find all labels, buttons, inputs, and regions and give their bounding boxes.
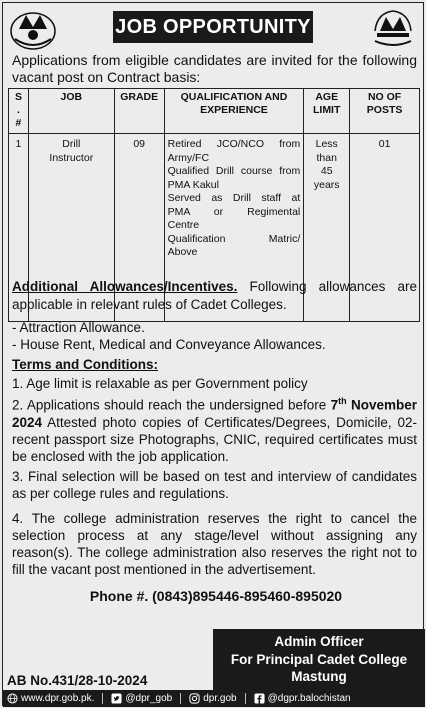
term-item-3: 3. Final selection will be based on test and interview of candidates as per college rules and regulations. [12, 469, 417, 501]
cell-job: Drill Instructor [28, 134, 114, 322]
term-item-1: 1. Age limit is relaxable as per Government policy [12, 376, 308, 391]
signature-for: For Principal Cadet College [230, 651, 408, 667]
header-age-limit: AGE LIMIT [304, 89, 350, 134]
header-job: JOB [28, 89, 114, 134]
qualification-line: Qualified Drill course from [167, 165, 301, 177]
facebook-icon [254, 693, 265, 704]
header-serial-number: S . # [9, 89, 29, 134]
cell-grade: 09 [114, 134, 164, 322]
signature-block [213, 629, 425, 691]
allowances-line-2: applicable in relevant rules of Cadet Colleges. [12, 297, 287, 312]
terms-heading: Terms and Conditions: [12, 357, 159, 372]
allowance-item: - Attraction Allowance. [12, 320, 145, 335]
globe-icon [7, 693, 18, 704]
page-title: JOB OPPORTUNITY [113, 11, 313, 43]
term-item-2: 2. Applications should reach the undersigned before 7th November 2024 Attested photo copies of Certificates/Degrees, Domicile, 02-recent passport size Photographs, CNIC, required certificates must be enclosed with the job application. [12, 396, 417, 464]
cell-no-of-posts: 01 [350, 134, 420, 322]
qualification-line: Retired JCO/NCO from [167, 138, 301, 150]
advertisement-number: AB No.431/28-10-2024 [7, 673, 148, 688]
qualification-line: PMA Kakul [167, 178, 219, 191]
header-grade: GRADE [114, 89, 164, 134]
term-item-4: 4. The college administration reserves the right to cancel the selection process at any stage/level without assigning any reason(s). The college administration also reserves the right not to fill the vacant post mentioned in the advertisement. [12, 511, 417, 577]
signature-title: Admin Officer [274, 634, 364, 649]
footer-instagram[interactable]: dpr.gob [189, 693, 236, 704]
footer-divider [102, 693, 103, 704]
allowances-line-1: Additional Allowances/Incentives. Following allowances are [12, 279, 417, 294]
instagram-icon [189, 693, 200, 704]
table-header-row [9, 89, 420, 134]
college-crest-logo-left [9, 7, 57, 51]
qualification-line: Served as Drill staff at [167, 192, 301, 204]
header-no-of-posts: NO OF POSTS [350, 89, 420, 134]
footer-facebook[interactable]: @dgpr.balochistan [254, 693, 351, 704]
footer-website[interactable]: www.dpr.gob.pk. [7, 693, 94, 704]
cell-age-limit: Less than 45 years [304, 134, 350, 322]
qualification-line: PMA or Regimental [167, 205, 301, 218]
header-qualification: QUALIFICATION AND EXPERIENCE [164, 89, 304, 134]
qualification-line: Above [167, 246, 198, 258]
qualification-line: Army/FC [167, 151, 210, 164]
footer-divider [245, 693, 246, 704]
qualification-line: Qualification Matric/ [167, 232, 301, 245]
cell-serial-number: 1 [9, 134, 29, 322]
signature-place: Mastung [291, 669, 347, 684]
allowances-heading: Additional Allowances/Incentives. [12, 279, 238, 294]
advertisement-page [2, 2, 424, 706]
footer-twitter[interactable]: @dpr_gob [111, 693, 172, 704]
twitter-icon [111, 693, 122, 704]
footer-bar [3, 690, 425, 707]
qualification-line: Centre [167, 219, 200, 231]
phone-numbers: Phone #. (0843)895446-895460-895020 [89, 588, 343, 604]
footer-divider [180, 693, 181, 704]
allowance-item: - House Rent, Medical and Conveyance Allowances. [12, 337, 326, 352]
intro-paragraph: Applications from eligible candidates are invited for the following vacant post on Contract basis: [12, 52, 417, 85]
college-crest-logo-right [369, 7, 417, 51]
